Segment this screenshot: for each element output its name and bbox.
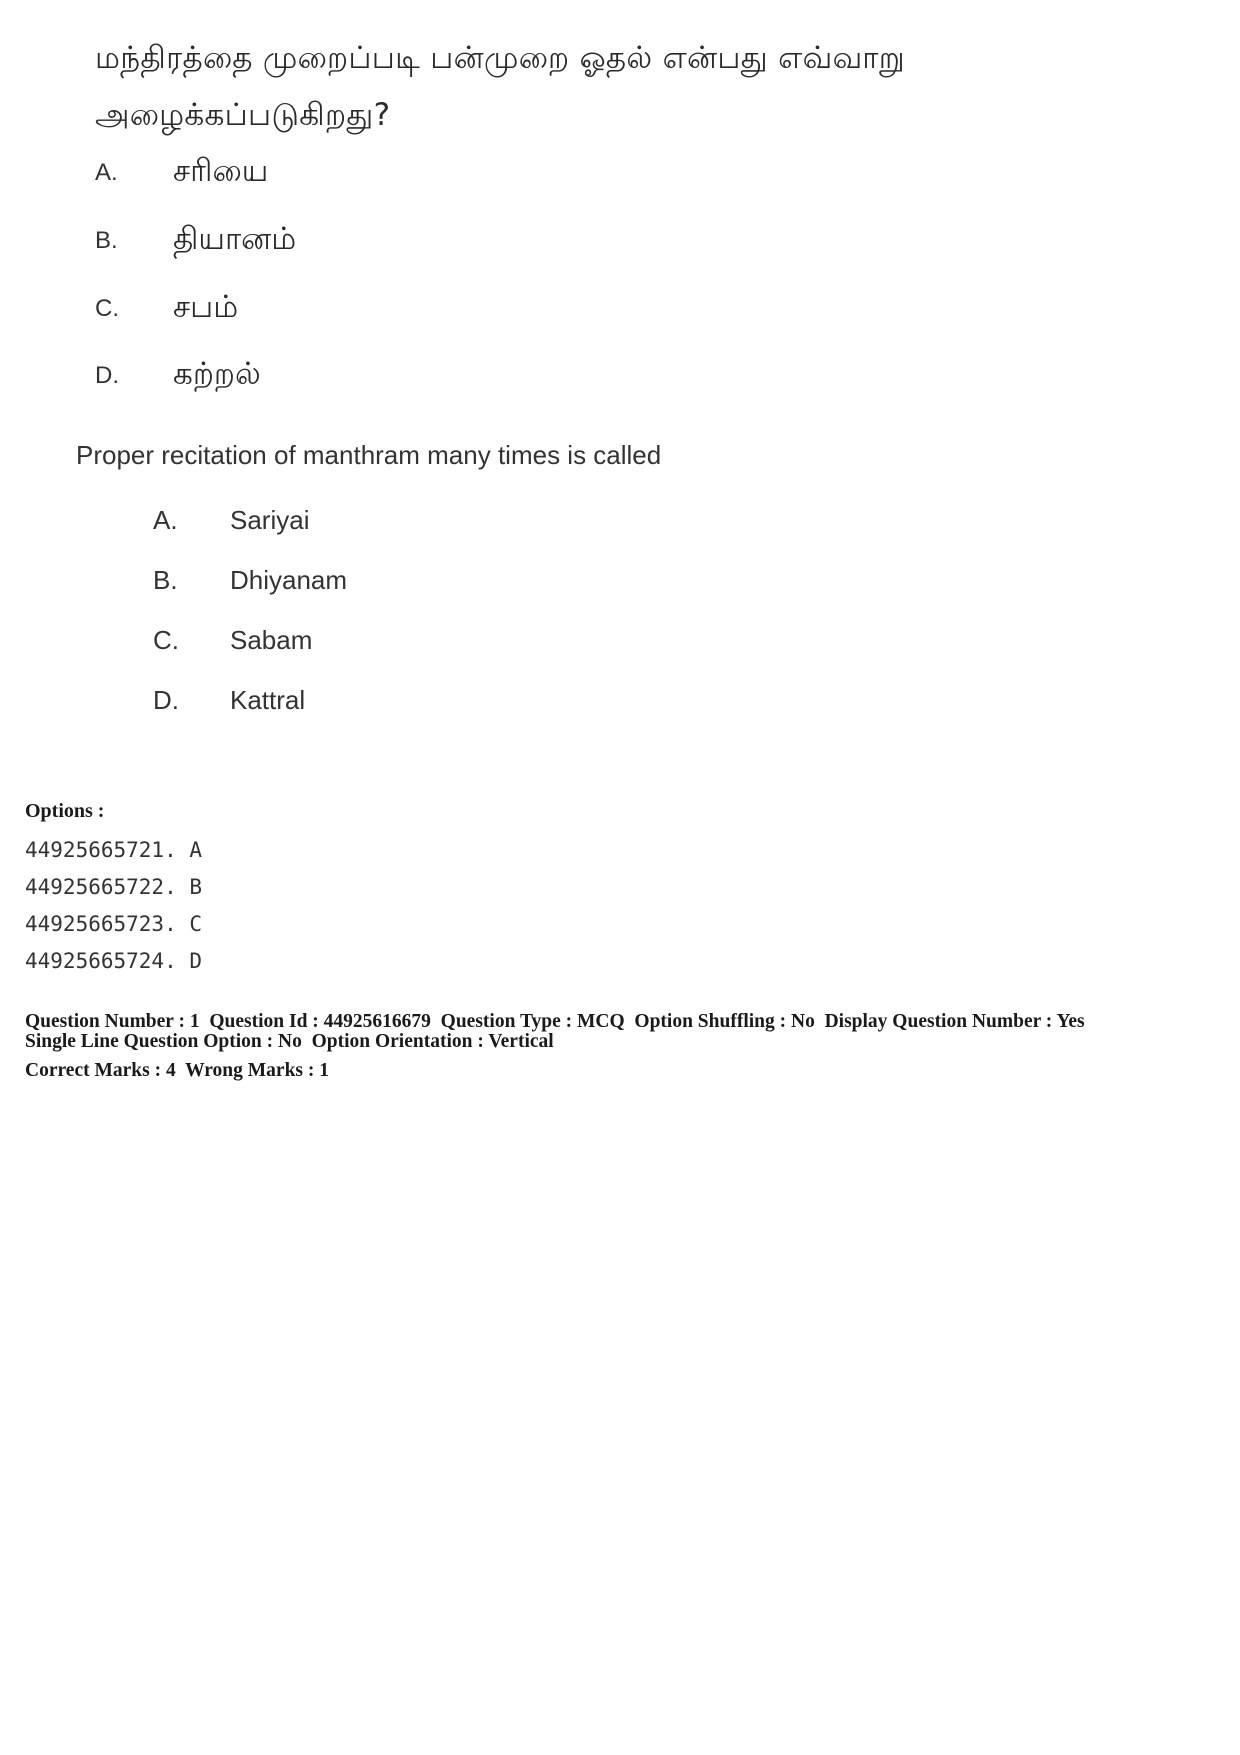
tamil-option-a bbox=[95, 148, 268, 198]
option-text: கற்றல் bbox=[173, 356, 261, 392]
option-text: சபம் bbox=[173, 289, 239, 325]
english-option-b bbox=[153, 560, 347, 600]
question-image bbox=[0, 0, 1240, 740]
option-letter: D. bbox=[153, 684, 179, 715]
option-letter: C. bbox=[95, 295, 119, 322]
english-option-a bbox=[153, 500, 309, 540]
question-meta-line: Question Number : 1 Question Id : 44925616679 Question Type : MCQ Option Shuffling : No Display Question Number : Yes bbox=[25, 1011, 1085, 1032]
option-id-line: 44925665722. B bbox=[25, 875, 203, 899]
tamil-option-b bbox=[95, 216, 296, 266]
options-heading: Options : bbox=[25, 800, 105, 822]
english-option-d bbox=[153, 680, 305, 720]
option-letter: C. bbox=[153, 624, 179, 655]
option-letter: D. bbox=[95, 362, 119, 389]
question-meta-line: Single Line Question Option : No Option Orientation : Vertical bbox=[25, 1031, 554, 1052]
marks-line: Correct Marks : 4 Wrong Marks : 1 bbox=[25, 1060, 330, 1081]
english-question-text: Proper recitation of manthram many times is called bbox=[76, 440, 662, 470]
option-id-line: 44925665724. D bbox=[25, 949, 203, 973]
tamil-option-c bbox=[95, 284, 238, 334]
option-letter: B. bbox=[153, 564, 178, 595]
options-list bbox=[25, 800, 202, 980]
tamil-option-d bbox=[95, 351, 261, 401]
tamil-question-text: மந்திரத்தை முறைப்படி பன்முறை ஓதல் என்பது எவ்வாறு அழைக்கப்படுகிறது? bbox=[95, 40, 905, 133]
option-text: Dhiyanam bbox=[230, 564, 348, 595]
option-text: Sabam bbox=[230, 624, 313, 655]
option-id-line: 44925665721. A bbox=[25, 838, 203, 862]
question-metadata bbox=[25, 1012, 1225, 1081]
option-text: Sariyai bbox=[230, 504, 310, 535]
option-text: Kattral bbox=[230, 684, 306, 715]
option-text: சரியை bbox=[173, 153, 269, 189]
option-letter: A. bbox=[95, 159, 118, 186]
option-id-line: 44925665723. C bbox=[25, 912, 203, 936]
option-letter: B. bbox=[95, 227, 118, 254]
option-letter: A. bbox=[153, 504, 178, 535]
english-option-c bbox=[153, 620, 312, 660]
option-text: தியானம் bbox=[173, 221, 297, 257]
